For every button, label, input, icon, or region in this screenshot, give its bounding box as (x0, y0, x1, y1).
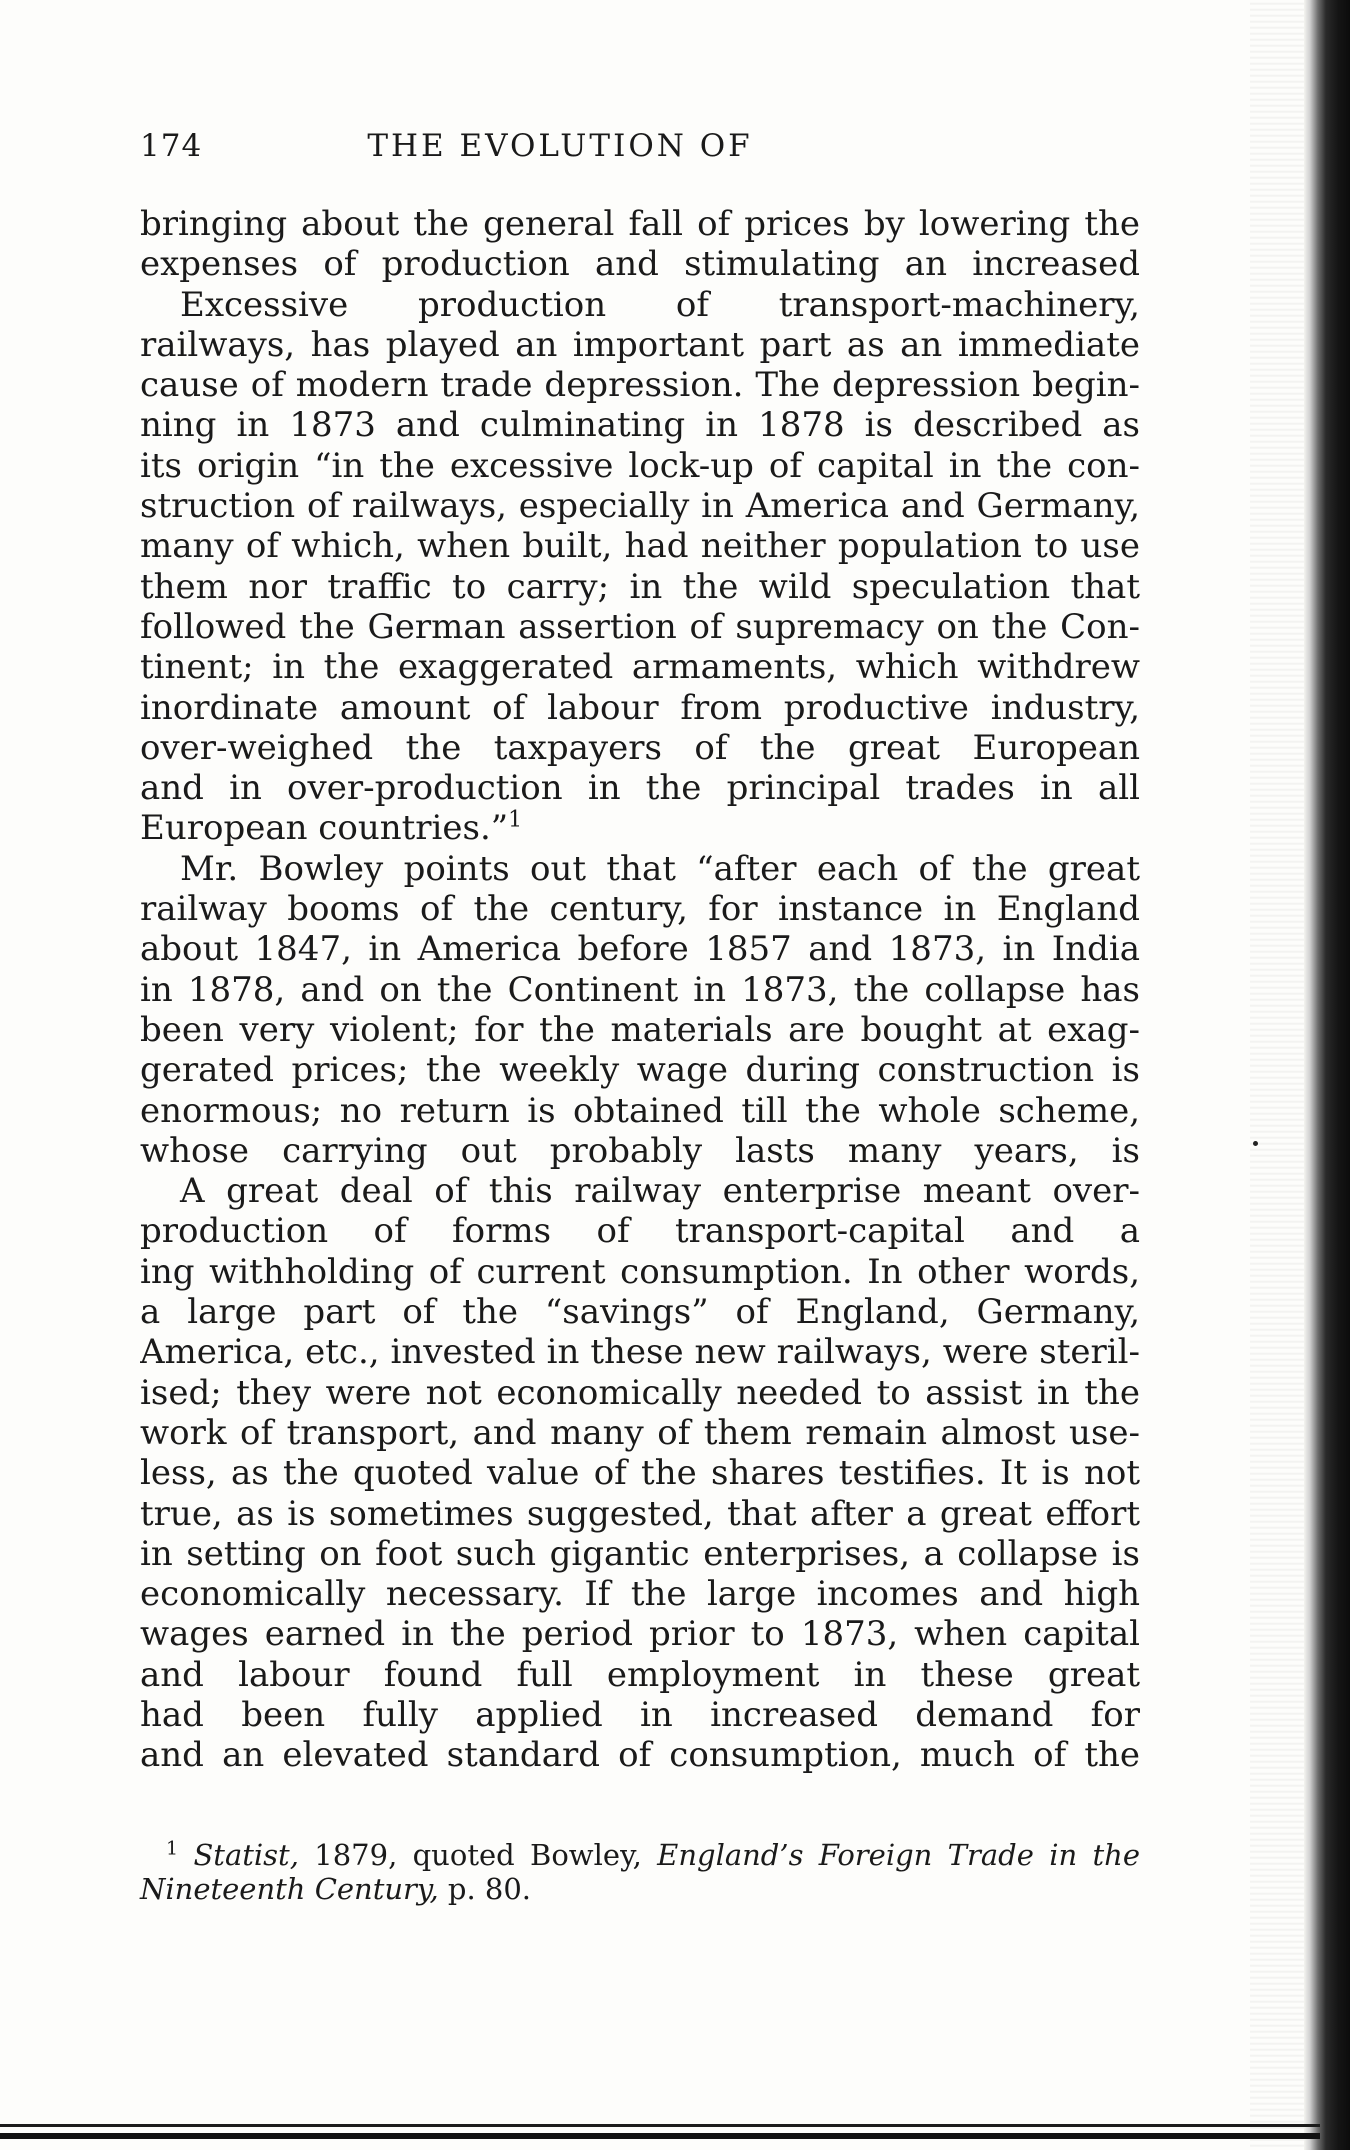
text-line: been very violent; for the materials are bought at exag- (140, 1009, 1140, 1050)
text-line: gerated prices; the weekly wage during construction is (140, 1050, 1140, 1091)
text-line: inordinate amount of labour from productive industry, (140, 687, 1140, 728)
text-line: ing withholding of current consumption. In other words, (140, 1251, 1140, 1292)
body-text (140, 204, 1140, 1776)
text-line: ning in 1873 and culminating in 1878 is described as (140, 405, 1140, 446)
scan-edge-bar (0, 2133, 1320, 2139)
text-line: a large part of the “savings” of England, Germany, (140, 1292, 1140, 1333)
text-line: struction of railways, especially in America and Germany, (140, 486, 1140, 527)
text-line: work of transport, and many of them remain almost use- (140, 1412, 1140, 1453)
book-gutter-shadow (1304, 0, 1350, 2150)
footnote-source: Statist, (193, 1838, 299, 1872)
page-number: 174 (140, 128, 203, 164)
text-line: America, etc., invested in these new railways, were steril- (140, 1332, 1140, 1373)
text-line: and labour found full employment in these great (140, 1654, 1140, 1695)
text-line: railway booms of the century, for instance in England (140, 889, 1140, 930)
paragraph-start-line: Excessive production of transport-machinery, (180, 284, 1140, 325)
text-line: its origin “in the excessive lock-up of capital in the con- (140, 445, 1140, 486)
page-header (140, 128, 1140, 172)
text-line: enormous; no return is obtained till the whole scheme, (140, 1090, 1140, 1131)
text-line: and in over-production in the principal trades in all (140, 768, 1140, 809)
scan-speck (1253, 1141, 1258, 1146)
footnote (140, 1838, 1140, 1906)
text-line: less, as the quoted value of the shares testifies. It is not (140, 1453, 1140, 1494)
footnote-marker: 1 (166, 1837, 179, 1860)
text-line: economically necessary. If the large incomes and high (140, 1574, 1140, 1615)
footnote-book-title: England’s Foreign Trade in the (657, 1838, 1141, 1872)
text-line: whose carrying out probably lasts many years, is (140, 1130, 1140, 1171)
scan-edge-line (0, 2124, 1320, 2127)
text-line: cause of modern trade depression. The depression begin- (140, 365, 1140, 406)
text-line: many of which, when built, had neither population to use (140, 526, 1140, 567)
text-line: ised; they were not economically needed to assist in the (140, 1372, 1140, 1413)
paragraph-start-line: Mr. Bowley points out that “after each of the great (180, 848, 1140, 889)
text-line: railways, has played an important part as an immediate (140, 324, 1140, 365)
footnote-line (140, 1872, 1140, 1906)
paragraph-start-line: A great deal of this railway enterprise meant over- (180, 1171, 1140, 1212)
text-line: production of forms of transport-capital and a (140, 1211, 1140, 1252)
text-line: and an elevated standard of consumption, much of the (140, 1735, 1140, 1776)
footnote-page: p. 80. (438, 1872, 532, 1906)
footnote-text: 1879, quoted Bowley, (298, 1838, 658, 1872)
footnote-line (140, 1838, 1140, 1872)
text-line: tinent; in the exaggerated armaments, which withdrew (140, 647, 1140, 688)
text-line: bringing about the general fall of prices by lowering the (140, 204, 1140, 244)
text-line: over-weighed the taxpayers of the great European (140, 727, 1140, 768)
text-line: about 1847, in America before 1857 and 1873, in India (140, 929, 1140, 970)
text-line: expenses of production and stimulating an increased (140, 244, 1140, 285)
text-line: true, as is sometimes suggested, that after a great effort (140, 1493, 1140, 1534)
running-title: THE EVOLUTION OF (367, 128, 753, 164)
text-line: in 1878, and on the Continent in 1873, the collapse has (140, 969, 1140, 1010)
text-line: wages earned in the period prior to 1873, when capital (140, 1614, 1140, 1655)
footnote-book-title-cont: Nineteenth Century, (140, 1872, 439, 1906)
text-line: them nor traffic to carry; in the wild speculation that (140, 566, 1140, 607)
paragraph-end-line (140, 808, 1140, 848)
gutter-speckle (1250, 0, 1310, 2150)
text-line-content: European countries.” (140, 808, 509, 849)
footnote-reference: 1 (508, 808, 523, 834)
text-line: followed the German assertion of supremacy on the Con- (140, 606, 1140, 647)
text-line: had been fully applied in increased demand for (140, 1694, 1140, 1735)
text-line: in setting on foot such gigantic enterprises, a collapse is (140, 1533, 1140, 1574)
